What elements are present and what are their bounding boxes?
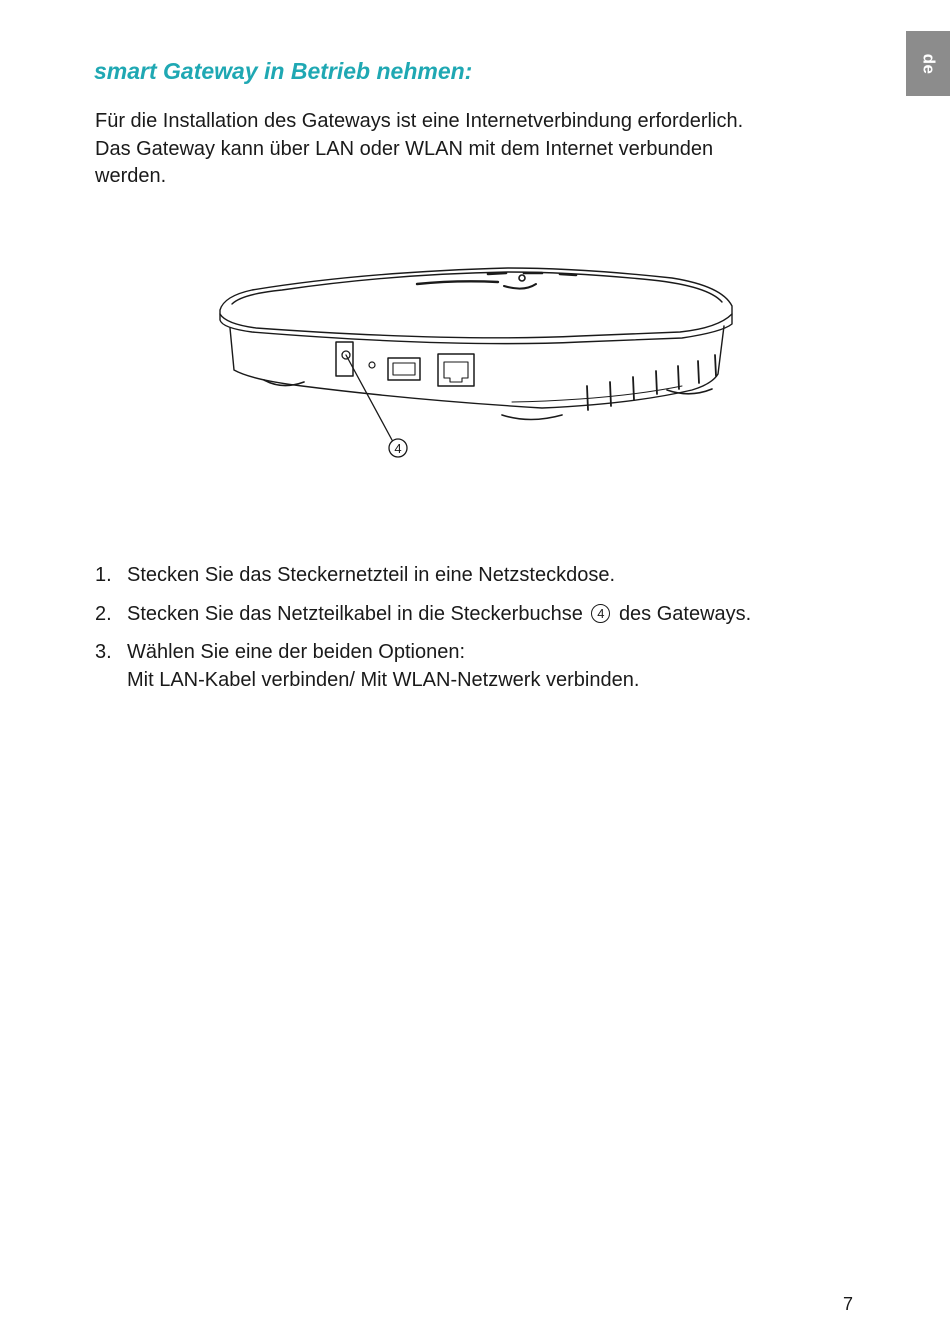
top-button	[488, 273, 506, 274]
step-1	[95, 562, 855, 590]
device-foot	[667, 389, 712, 394]
vent-slot	[715, 355, 716, 376]
device-lid-inner	[232, 272, 722, 304]
step-text-after: des Gateways.	[618, 602, 752, 625]
step-3	[95, 639, 855, 694]
step-2	[95, 601, 855, 629]
step-text: Wählen Sie eine der beiden Optionen:	[127, 641, 466, 663]
logo-mark	[417, 281, 498, 284]
top-button	[560, 274, 576, 275]
language-tab	[906, 31, 950, 96]
step-number: 2.	[95, 602, 112, 625]
vent-slot	[633, 377, 634, 400]
vent-slot	[656, 371, 657, 394]
page-number: 7	[843, 1294, 854, 1314]
usb-port-inner	[393, 363, 415, 375]
vent-slot	[587, 386, 588, 410]
callout-marker	[389, 439, 407, 457]
intro-line-1: Für die Installation des Gateways ist eine Internetverbindung erforderlich.	[95, 110, 744, 132]
socket-ref-marker: 4	[591, 604, 610, 623]
step-number: 3.	[95, 641, 112, 663]
step-number: 1.	[95, 564, 112, 586]
logo-mark	[504, 284, 536, 289]
reset-button	[369, 362, 375, 368]
vent-slot	[678, 366, 679, 389]
gateway-illustration	[212, 262, 742, 472]
device-lid-edge	[220, 314, 732, 338]
intro-line-2: Das Gateway kann über LAN oder WLAN mit dem Internet verbunden	[95, 137, 714, 160]
step-text-before: Stecken Sie das Netzteilkabel in die Steckerbuchse	[127, 602, 583, 625]
step-text: Stecken Sie das Steckernetzteil in eine Netzsteckdose.	[127, 564, 616, 586]
language-tab-label: de	[919, 53, 938, 74]
step-options: Mit LAN-Kabel verbinden/ Mit WLAN-Netzwerk verbinden.	[127, 668, 640, 691]
steps-list	[95, 562, 855, 705]
logo-dot	[519, 275, 525, 281]
intro-paragraph	[95, 108, 825, 191]
callout-label: 4	[394, 441, 402, 456]
intro-line-3: werden.	[95, 165, 167, 187]
vent-slot	[610, 382, 611, 406]
vent-slot	[698, 361, 699, 383]
callout-leader	[346, 355, 392, 440]
device-lid	[220, 268, 732, 344]
lan-port	[438, 354, 474, 386]
section-title: smart Gateway in Betrieb nehmen:	[94, 58, 473, 84]
lan-port-inner	[444, 362, 468, 382]
device-foot	[502, 415, 562, 420]
